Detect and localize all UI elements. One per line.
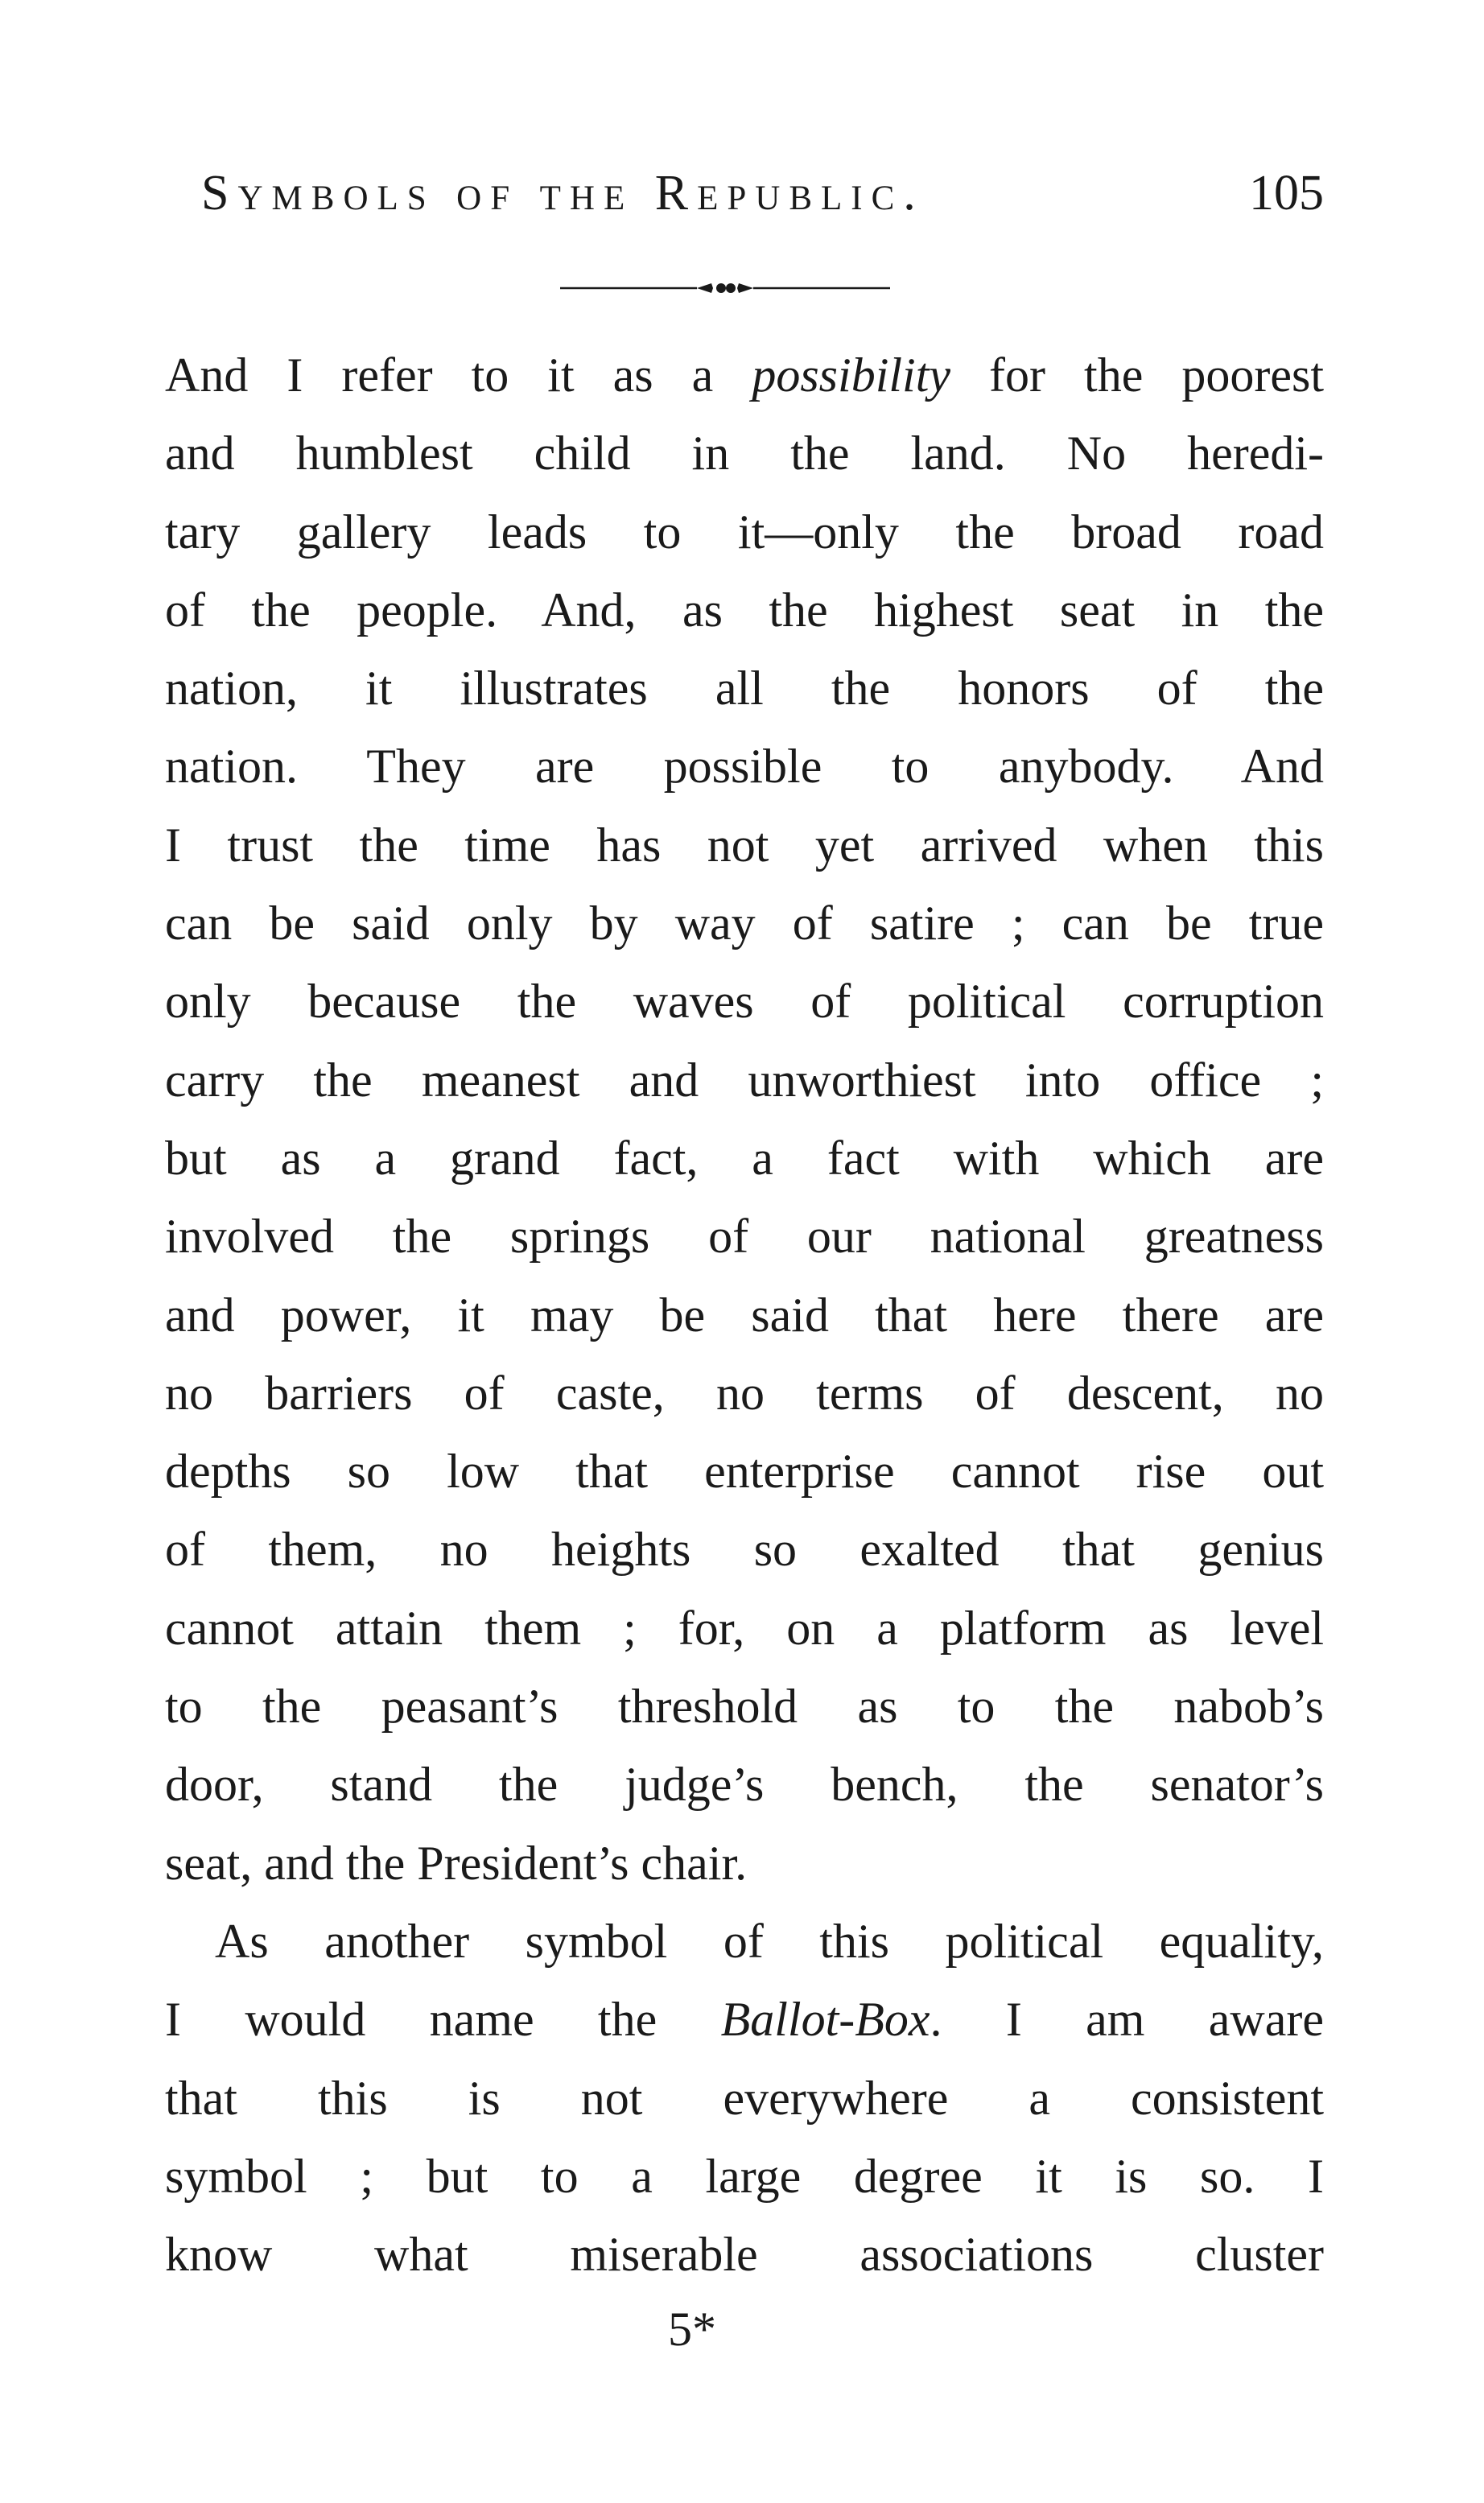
body-text <box>165 336 1324 2294</box>
text-line: of them, no heights so exalted that genius <box>165 1523 1324 1577</box>
text-line: I trust the time has not yet arrived when this <box>165 818 1324 872</box>
text-line: of the people. And, as the highest seat in the <box>165 583 1324 637</box>
signature-mark: 5* <box>668 2303 716 2356</box>
text-line: but as a grand fact, a fact with which are <box>165 1131 1324 1185</box>
header-ornament-rule <box>560 282 890 295</box>
text-line: And I refer to it as a possibility for the poorest <box>165 348 1324 402</box>
text-line: nation. They are possible to anybody. And <box>165 740 1324 794</box>
text-line: and power, it may be said that here there are <box>165 1288 1324 1342</box>
text-line: and humblest child in the land. No heredi- <box>165 427 1324 480</box>
text-line: seat, and the President’s chair. <box>165 1836 748 1890</box>
text-line: symbol ; but to a large degree it is so. I <box>165 2149 1324 2203</box>
text-line: depths so low that enterprise cannot rise out <box>165 1445 1324 1499</box>
text-line: no barriers of caste, no terms of descent, no <box>165 1366 1324 1420</box>
paragraph-1 <box>165 336 1324 1903</box>
text-line: involved the springs of our national greatness <box>165 1210 1324 1264</box>
paragraph-2 <box>165 1903 1324 2294</box>
italic-term: possibility <box>752 348 951 402</box>
text-line: I would name the Ballot-Box. I am aware <box>165 1993 1325 2047</box>
text-line: door, stand the judge’s bench, the senator’s <box>165 1758 1324 1812</box>
running-head <box>201 165 1324 229</box>
text-line: to the peasant’s threshold as to the nabob’s <box>165 1680 1324 1734</box>
text-line: carry the meanest and unworthiest into office ; <box>165 1053 1324 1107</box>
text-line: nation, it illustrates all the honors of the <box>165 662 1324 715</box>
text-line: cannot attain them ; for, on a platform as level <box>165 1601 1324 1655</box>
page-number: 105 <box>1249 166 1324 221</box>
text-line: tary gallery leads to it—only the broad road <box>165 505 1324 559</box>
text-line: can be said only by way of satire ; can be true <box>165 897 1324 950</box>
text-line: only because the waves of political corruption <box>165 975 1324 1029</box>
running-title: Symbols of the Republic. <box>201 166 925 221</box>
text-line: that this is not everywhere a consistent <box>165 2071 1324 2125</box>
italic-term: Ballot-Box <box>720 1993 930 2047</box>
text-line: know what miserable associations cluster <box>165 2228 1324 2282</box>
text-line: As another symbol of this political equality, <box>215 1914 1324 1968</box>
